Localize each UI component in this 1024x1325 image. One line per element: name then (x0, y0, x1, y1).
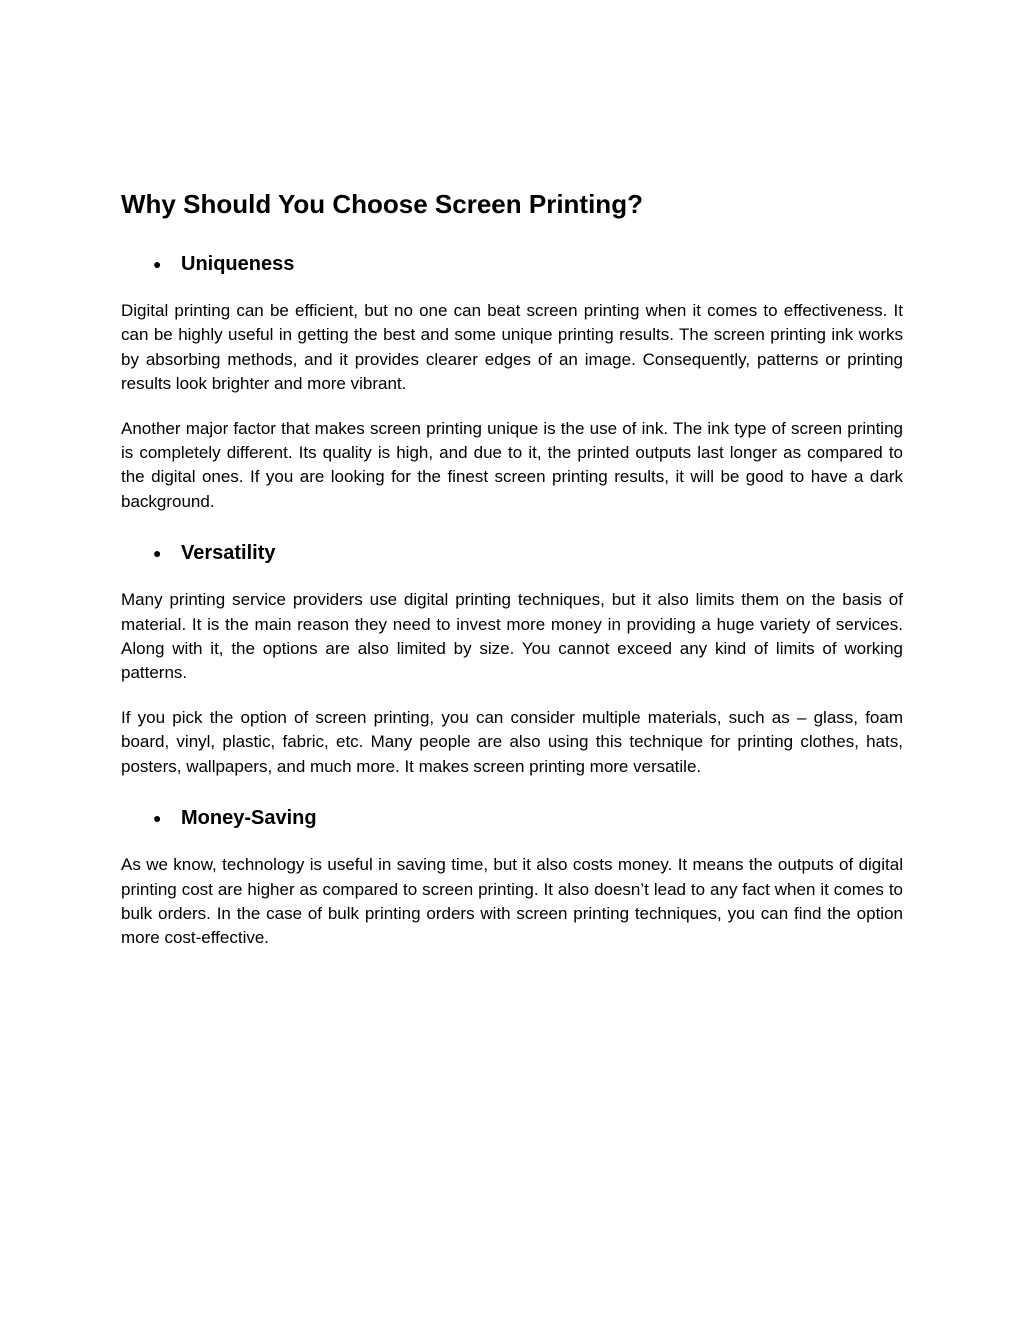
section-title: Versatility (181, 542, 276, 565)
document-page (121, 186, 903, 971)
paragraph: As we know, technology is useful in saving time, but it also costs money. It means the outputs of digital printing cost are higher as compared to screen printing. It also doesn’t lead to any fact when it comes to bulk orders. In the case of bulk printing orders with screen printing techniques, you can find the option more cost-effective. (121, 855, 903, 948)
bullet-icon: ● (153, 810, 162, 827)
section-title: Uniqueness (181, 253, 295, 275)
paragraph: Many printing service providers use digital printing techniques, but it also limits them on the basis of material. It is the main reason they need to invest more money in providing a huge variety of services. Along with it, the options are also limited by size. You cannot exceed any kind of limits of working patterns. (121, 590, 903, 683)
section-uniqueness (121, 249, 903, 514)
section-money-saving (121, 803, 903, 951)
section-title: Money-Saving (181, 807, 317, 830)
paragraph: Digital printing can be efficient, but no one can beat screen printing when it comes to effectiveness. It can be highly useful in getting the best and some unique printing results. The screen printing ink works by absorbing methods, and it provides clearer edges of an image. Consequently, patterns or printing results look brighter and more vibrant. (121, 301, 903, 394)
section-versatility (121, 538, 903, 779)
bullet-icon: ● (153, 545, 162, 562)
section-heading (121, 803, 903, 833)
paragraph: Another major factor that makes screen printing unique is the use of ink. The ink type of screen printing is completely different. Its quality is high, and due to it, the printed outputs last longer as compared to the digital ones. If you are looking for the finest screen printing results, it will be good to have a dark background. (121, 418, 903, 511)
section-heading (121, 249, 903, 279)
section-heading (121, 538, 903, 568)
paragraph: If you pick the option of screen printing, you can consider multiple materials, such as – glass, foam board, vinyl, plastic, fabric, etc. Many people are also using this technique for printing clothes, hats, posters, wallpapers, and much more. It makes screen printing more versatile. (121, 707, 903, 776)
page-title: Why Should You Choose Screen Printing? (121, 189, 643, 219)
bullet-icon: ● (153, 256, 162, 272)
